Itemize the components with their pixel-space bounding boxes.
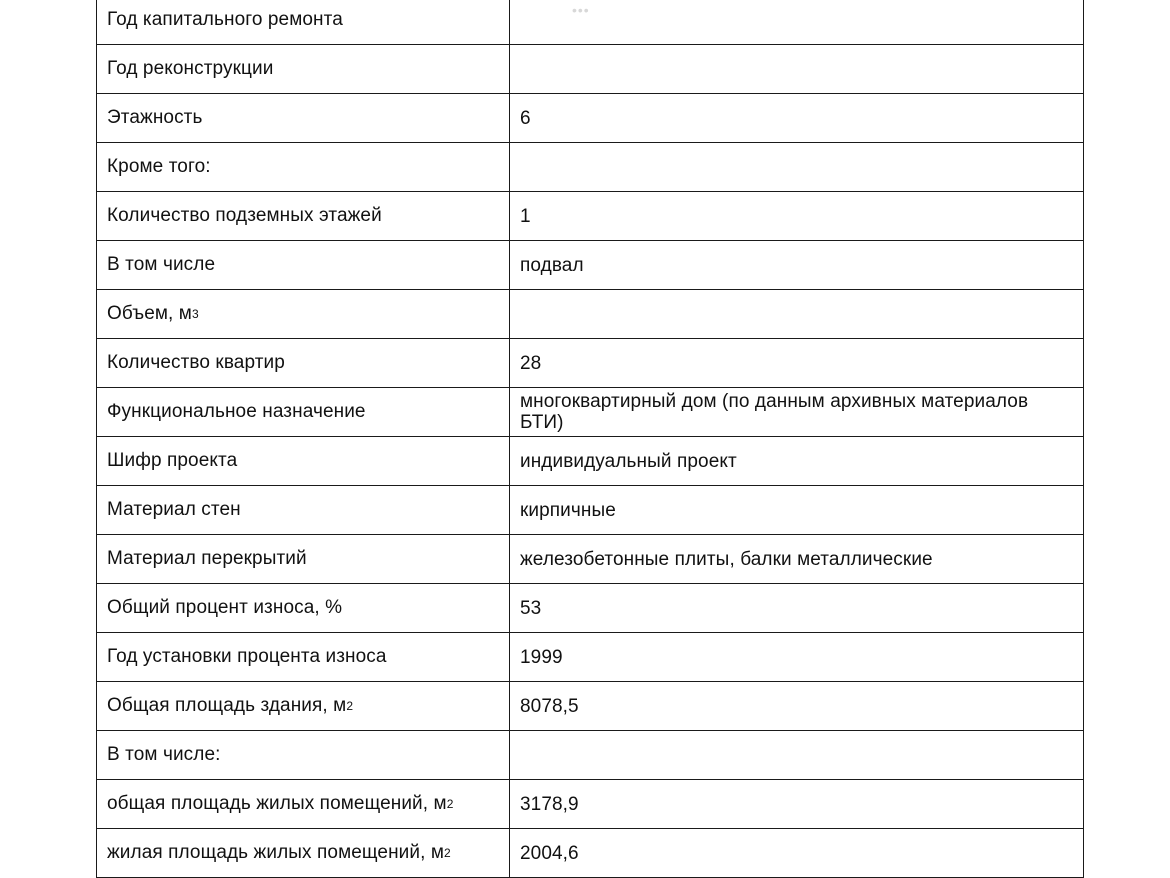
table-row xyxy=(96,388,1084,437)
table-row xyxy=(96,535,1084,584)
table-row xyxy=(96,486,1084,535)
row-label: Общий процент износа, % xyxy=(96,584,510,632)
row-label: Этажность xyxy=(96,94,510,142)
row-value: кирпичные xyxy=(510,486,1084,534)
table-row xyxy=(96,584,1084,633)
row-label: Количество квартир xyxy=(96,339,510,387)
row-value: индивидуальный проект xyxy=(510,437,1084,485)
row-value: 28 xyxy=(510,339,1084,387)
row-label: общая площадь жилых помещений, м 2 xyxy=(96,780,510,828)
row-value: 53 xyxy=(510,584,1084,632)
table-row xyxy=(96,241,1084,290)
table-row xyxy=(96,633,1084,682)
row-value: 3178,9 xyxy=(510,780,1084,828)
table-row xyxy=(96,143,1084,192)
table-row xyxy=(96,192,1084,241)
row-label: В том числе: xyxy=(96,731,510,779)
row-value: многоквартирный дом (по данным архивных материалов БТИ) xyxy=(510,388,1084,436)
table-row xyxy=(96,780,1084,829)
row-label: Общая площадь здания, м 2 xyxy=(96,682,510,730)
row-label: Материал перекрытий xyxy=(96,535,510,583)
row-label: Шифр проекта xyxy=(96,437,510,485)
row-value: 2004,6 xyxy=(510,829,1084,877)
table-row xyxy=(96,682,1084,731)
row-label: Год капитального ремонта xyxy=(96,0,510,44)
row-label: Кроме того: xyxy=(96,143,510,191)
row-label: Год установки процента износа xyxy=(96,633,510,681)
row-value xyxy=(510,45,1084,93)
characteristics-table xyxy=(96,0,1084,878)
scroll-indicator-dots: ••• xyxy=(572,2,590,18)
row-value xyxy=(510,143,1084,191)
row-value xyxy=(510,0,1084,44)
row-label: Материал стен xyxy=(96,486,510,534)
row-value: 6 xyxy=(510,94,1084,142)
row-label: Объем, м 3 xyxy=(96,290,510,338)
table-row xyxy=(96,0,1084,45)
table-row xyxy=(96,829,1084,878)
row-label: жилая площадь жилых помещений, м 2 xyxy=(96,829,510,877)
row-value xyxy=(510,731,1084,779)
row-value: подвал xyxy=(510,241,1084,289)
table-row xyxy=(96,731,1084,780)
row-value: 8078,5 xyxy=(510,682,1084,730)
row-label: В том числе xyxy=(96,241,510,289)
table-row xyxy=(96,94,1084,143)
row-value: железобетонные плиты, балки металлические xyxy=(510,535,1084,583)
row-label: Год реконструкции xyxy=(96,45,510,93)
row-label: Функциональное назначение xyxy=(96,388,510,436)
row-value: 1999 xyxy=(510,633,1084,681)
table-row xyxy=(96,45,1084,94)
row-value: 1 xyxy=(510,192,1084,240)
row-value xyxy=(510,290,1084,338)
row-label: Количество подземных этажей xyxy=(96,192,510,240)
table-row xyxy=(96,290,1084,339)
table-row xyxy=(96,437,1084,486)
table-row xyxy=(96,339,1084,388)
